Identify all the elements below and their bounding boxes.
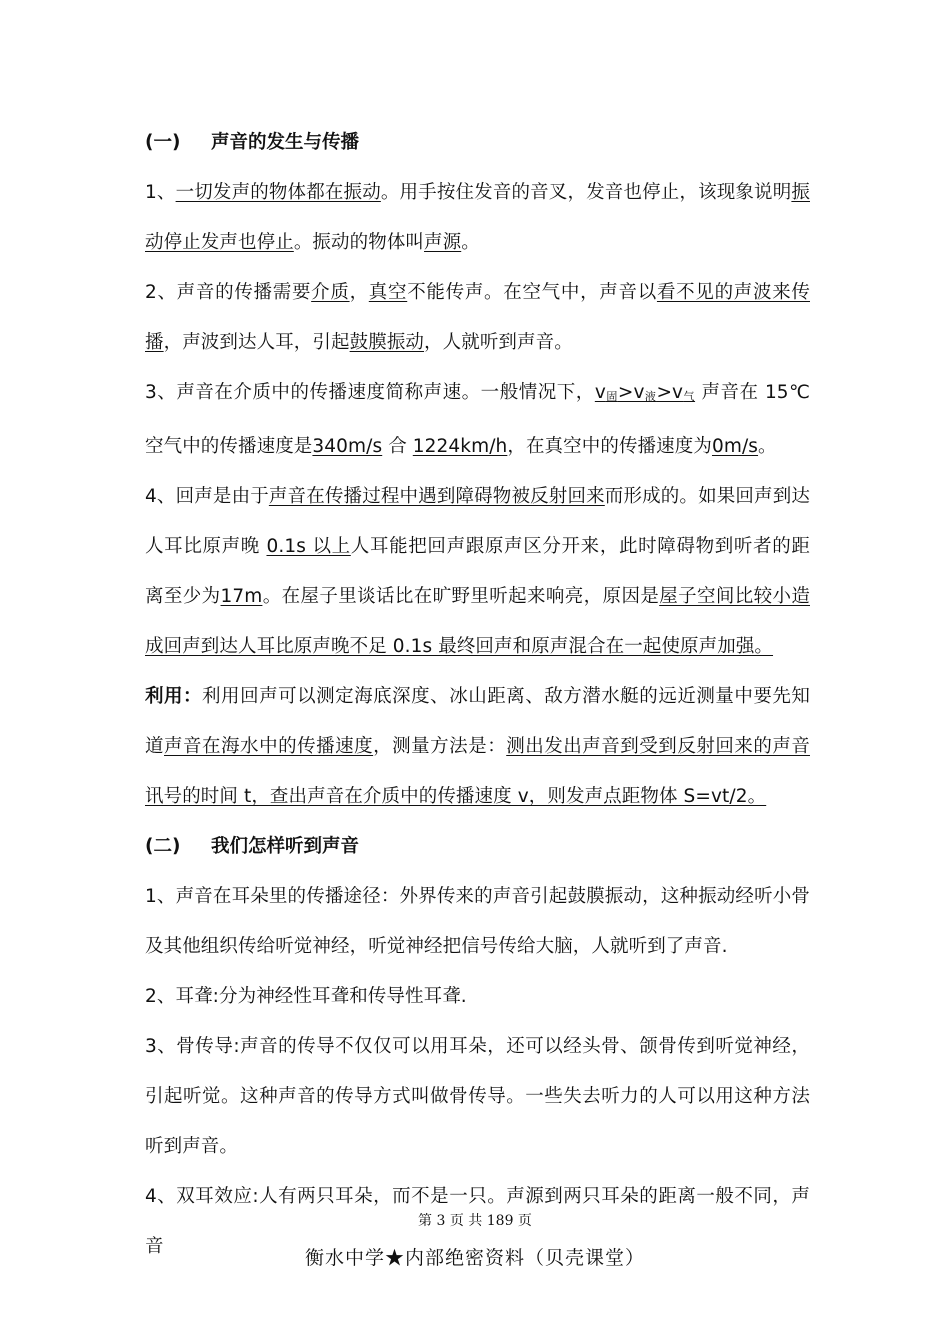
bold-label: 利用： — [145, 686, 203, 707]
section-number: (二) — [145, 836, 181, 857]
symbol-gt-v: >v — [617, 382, 645, 403]
text: ，声波到达人耳，引起 — [163, 332, 350, 353]
subscript: 液 — [644, 390, 657, 403]
text: ，测量方法是： — [373, 736, 507, 757]
underlined-answer: 340m/s — [312, 436, 383, 457]
text: 。振动的物体叫 — [293, 232, 425, 253]
underlined-answer: 一切发声的物体都在振动 — [175, 182, 381, 203]
document-body — [145, 118, 810, 1272]
paragraph-2-3: 3、骨传导:声音的传导不仅仅可以用耳朵，还可以经头骨、颌骨传到听觉神经，引起听觉。这种声音的传导方式叫做骨传导。一些失去听力的人可以用这种方法听到声音。 — [145, 1036, 810, 1157]
subscript: 气 — [683, 390, 696, 403]
text: 4、回声是由于 — [145, 486, 269, 507]
underlined-answer: 0m/s — [711, 436, 759, 457]
section-title: 我们怎样听到声音 — [211, 836, 360, 857]
underlined-answer: 17m — [220, 586, 263, 607]
underlined-answer: 真空 — [368, 282, 408, 303]
text: 。 — [758, 436, 777, 457]
paragraph-2-2: 2、耳聋:分为神经性耳聋和传导性耳聋. — [145, 986, 467, 1007]
text: 而形成的。如果回声到达人耳比原声晚 — [145, 486, 810, 557]
section-title: 声音的发生与传播 — [211, 132, 360, 153]
underlined-answer: 振动停止发声也停止 — [145, 182, 810, 253]
underlined-answer: 鼓膜振动 — [349, 332, 425, 353]
section-heading-2 — [145, 822, 810, 872]
text: 。在屋子里谈话比在旷野里听起来响亮，原因是 — [262, 586, 660, 607]
paragraph-1-4 — [145, 472, 810, 672]
underlined-answer: 测出发出声音到受到反射回来的声音讯号的时间 t，查出声音在介质中的传播速度 v，则发声点距物体 S=vt/2。 — [145, 736, 810, 807]
speed-comparison — [595, 382, 695, 403]
text: 3、声音在介质中的传播速度简称声速。一般情况下， — [145, 382, 595, 403]
section-number: (一) — [145, 132, 181, 153]
text: ，在真空中的传播速度为 — [507, 436, 712, 457]
underlined-answer: 声音在海水中的传播速度 — [164, 736, 374, 757]
symbol-v: v — [594, 382, 606, 403]
text: 1、 — [145, 182, 176, 203]
text: 人耳能把回声跟原声区分开来，此时障碍物到听者的距离至少为 — [145, 536, 810, 607]
text: 利用回声可以测定海底深度、冰山距离、敌方潜水艇的远近测量中要先知道 — [145, 686, 810, 757]
text: 。用手按住发音的音叉，发音也停止，该现象说明 — [380, 182, 792, 203]
underlined-answer: 1224km/h — [412, 436, 508, 457]
text: 声音在 15℃空气中的传播速度是 — [145, 382, 810, 457]
section-heading-1 — [145, 118, 810, 168]
text: 2、声音的传播需要 — [145, 282, 312, 303]
paragraph-1-5 — [145, 672, 810, 822]
text: ， — [349, 282, 369, 303]
page-number: 第 3 页 共 189 页 — [418, 1213, 532, 1229]
text: 。 — [461, 232, 480, 253]
text: 合 — [382, 436, 413, 457]
paragraph-1-2 — [145, 268, 810, 368]
text: 不能传声。在空气中，声音以 — [407, 282, 657, 303]
paragraph-2-1: 1、声音在耳朵里的传播途径：外界传来的声音引起鼓膜振动，这种振动经听小骨及其他组织传给听觉神经，听觉神经把信号传给大脑，人就听到了声音. — [145, 886, 810, 957]
underlined-answer: 声源 — [424, 232, 462, 253]
underlined-answer: 介质 — [311, 282, 350, 303]
underlined-answer: 声音在传播过程中遇到障碍物被反射回来 — [268, 486, 605, 507]
paragraph-1-1 — [145, 168, 810, 268]
symbol-gt-v: >v — [656, 382, 684, 403]
paragraph-1-3 — [145, 368, 810, 472]
paragraph-2-4: 4、双耳效应:人有两只耳朵，而不是一只。声源到两只耳朵的距离一般不同，声音 — [145, 1186, 810, 1257]
footer-source: 衡水中学★内部绝密资料（贝壳课堂） — [304, 1247, 645, 1269]
underlined-answer: 0.1s 以上 — [266, 536, 351, 557]
text: ，人就听到声音。 — [424, 332, 573, 353]
subscript: 固 — [605, 390, 618, 403]
underlined-answer: 看不见的声波来传播 — [145, 282, 810, 353]
underlined-answer: 屋子空间比较小造成回声到达人耳比原声晚不足 0.1s 最终回声和原声混合在一起使原声加强。 — [145, 586, 810, 657]
